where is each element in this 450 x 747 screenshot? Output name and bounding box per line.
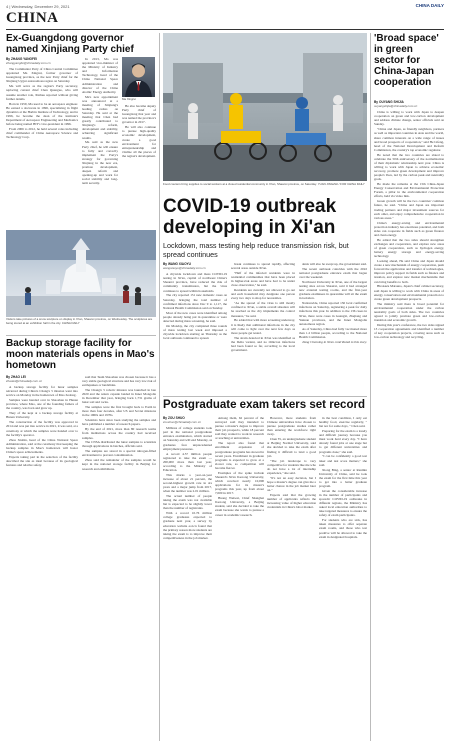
sidebar-headline: 'Broad space' in green sector for China-Japan cooperation — [374, 33, 439, 88]
covid-c2-p4: "As the spread of the virus is still mostly confined to Xi'an, a stable overall situation will be reached as the city implements the control measures," he said. — [231, 301, 295, 318]
exam-c1-p5: With a record 10.76 million college graduates expected to graduate next year, a survey by education website eol.cn found that the primary reason more students are taking the exam is to improve their competitiveness in the job market. — [163, 511, 212, 540]
snow-col2 — [82, 375, 156, 741]
snow-col1 — [6, 375, 78, 741]
covid-headline: COVID-19 outbreak developing in Xi'an — [163, 196, 337, 238]
exam-c4-p2: Preparing for the exam is a lonely and difficult journey because you must work hard every day. "I have already found jobs at one stage but to get different universities and programs done," she said. — [319, 429, 367, 454]
sidebar-p3: He noted that the two countries are slated to celebrate the 50th anniversary of the normalization of their diplomatic relationship next year. China is willing to work with Japan to achieve economic recovery, promote green development and improve people's lives, led by the carbon peak and neutrality goals. — [374, 152, 444, 182]
sidebar-p9: Hirokazu Matsuno, Japan's chief cabinet secretary, said Japan is willing to work with China in areas of energy conservation and environmental protection to create green development prospects. — [374, 284, 444, 301]
covid-c3-p2: The recent outbreak coincides with the 2022 national postgraduate entrance exam that began over the weekend. — [299, 266, 367, 280]
paper-name: CHINA DAILY — [415, 3, 444, 8]
exam-c3-p3: "The job landscape is very competitive for students like me who do not have a lot of internship experience," she said. — [267, 458, 316, 475]
snow-headline: Backup storage facility for moon materials opens in Mao's hometown — [6, 338, 155, 371]
sidebar-byline: By OUYANG SHIJIA — [374, 100, 404, 104]
couriers-photo — [163, 33, 367, 181]
covid-c2-p2: "Half of the infected residents were in residential communities that have been placed in higher-risk areas and have had to be under close observation," he said. — [231, 270, 295, 288]
snow2-p6: The CNSA distributed the lunar samples to scientists through applications in batches, officials said. — [82, 440, 156, 449]
exam-byline: By ZOU SHUO — [163, 416, 185, 420]
snow2-p5: By the end of 2021, more than 80 research teams from institutions across the country had received samples. — [82, 427, 156, 440]
exam-c3-p2: Chen Yi, an undergraduate student at Beijing Normal University, said she decided to take the exam after finding it difficult to land a good job. — [267, 437, 316, 458]
sidebar-p10: The ministry said there is broad potential for environmental cooperation under the carbon neutrality goals of both sides. The two countries agreed to jointly promote green and low-carbon transition and economic growth. — [374, 301, 444, 322]
exam-c3-p5: Experts said that the growing number of applicants reflects the increasing value of higher education credentials in China's labor market. — [267, 492, 316, 510]
liu-p9: He will also continue to pursue high-quality economic development, create a good environment for entrepreneurship and vitalize all the pieces of the region's development. — [122, 125, 156, 158]
snow-sculpture-photo — [6, 230, 156, 317]
covid-email: wangxiaoyu@chinadaily.com.cn — [163, 266, 206, 271]
exam-c4-p5: Given the considerable increase in the number of participants and sporadic COVID-19 outbreaks in different regions, the Ministry has asked local education authorities to take targeted measures to ensure the safety of exam participants. — [319, 488, 367, 518]
exam-col2 — [215, 416, 264, 741]
snow2-p3: The samples were the first brought back to Earth in more than four decades, after US and Soviet missions in the 1960s and 1970s. — [82, 405, 156, 418]
covid-c2-p6: The strain detected in Xi'an was identified as the Delta variant, and no Omicron infections had been found so far, according to the local government. — [231, 335, 295, 352]
liu-p5: In 2013, Ma was appointed vice-minister of the Ministry of Industry and Information Technology, head of the China National Space Administration and director of the China Atomic Energy Authority. — [82, 57, 118, 94]
snow-p5: Zhou Xiubin, head of the China National Space Administration, said at the ceremony that keeping the backup samples in Mao's hometown will honor China's space achievements. — [6, 437, 78, 454]
sidebar-p11: During this year's conference, the two sides signed 13 cooperation agreements and identified a number of key cooperation projects, covering areas such as low-carbon technology and recycling. — [374, 322, 444, 340]
liu-col3 — [122, 104, 156, 227]
liu-p3: Born in 1959, Ma used to be an aerospace engineer. He earned a doctorate in 1996, specializing in flight dynamics at the Harbin Institute of Technology, and in 1996, he became the dean of the institute's Department of Aerospace Engineering and Mechanics before being named HIT's vice-president in 1996. — [6, 101, 78, 126]
snow-email: zhaolei@chinadaily.com.cn — [6, 379, 43, 384]
snow-p2: Samples were handed over in Shaoshan in Hunan province, where Mao, one of the founding fathers of the country, was born and grew up. — [6, 398, 78, 411]
exam-c4-p4: Xiong Bing, a senior at Renmin University of China, said he took the exam for the first time this year to get into a better graduate program. — [319, 467, 367, 488]
sidebar-p4: He made the remarks at the 15th China-Japan Energy Conservation and Environmental Protection Forum, a pillar in the environmental cooperation efforts, held via video link. — [374, 182, 444, 199]
exam-c2-p4: Huang Weiwei, Chief Shanghai Jiaotong University, a Beijing student, said she decided to take the exam because she wants to pursue a career in academic research. — [215, 496, 264, 517]
exam-email: zoushuo@chinadaily.com.cn — [163, 420, 202, 425]
liu-p1: The Communist Party of China Central Committee appointed Ma Xingrui, former governor of Guangdong province, as the new Party chief for the Xinjiang Uygur autonomous region on Saturday. — [6, 67, 78, 84]
snow-p6: Experts taking part in the selection of the facility described the site as ideal because of its geological features and relative safety. — [6, 454, 78, 467]
sidebar-p5: Green growth will be the two countries' common future, he said. "China and Japan are important trading partners and major investment sources for each other, and enjoy comprehensive cooperation in various areas." — [374, 199, 444, 220]
exam-col4 — [319, 416, 367, 741]
covid-col2 — [231, 262, 295, 392]
snow2-p2: The Chang'e 5 robotic mission was launched in late 2020 and the return capsule landed in Inner Mongolia in December that year, bringing back 1,731 grams of lunar soil and rocks. — [82, 388, 156, 405]
liu-p4: From 2006 to 2012, he held several roles including chief commander of China Aerospace Science and Technology Corp. — [6, 126, 78, 140]
sidebar-col — [374, 100, 444, 741]
exam-headline: Postgraduate exam takers set record — [163, 399, 365, 411]
column-divider-right — [370, 33, 371, 741]
exam-c4-p1: in the best condition, I only eat healthy food, exercise regularly, " but not for some days, " Chen said. — [319, 416, 367, 429]
covid-c1-p3: Most of the new cases were identified among people already being put in quarantine or were detected during mass screening, he said. — [163, 310, 227, 323]
portrait-caption: Ma Xingrui — [122, 97, 136, 101]
left-divider — [6, 335, 156, 336]
liu-p6: Ma's new appointment was announced at a meeting of Xinjiang's leading cadres on Saturday. He said at the meeting that Chen had greatly contributed to Xinjiang's reform, development and stability, achieving significant results. — [82, 94, 118, 140]
sidebar-p6: China's energy-saving and environmental protection industry has enormous potential, and both sides can cooperate in fields such as green finance and clean energy. — [374, 220, 444, 237]
snow-p1: A backup storage facility for lunar samples retrieved during China's Chang'e 5 mission went into service on Monday in the hometown of Mao Zedong. — [6, 385, 78, 398]
exam-c1-p2: A record 4.57 million people registered to take the exam — 200,000 more than last year, according to the Ministry of Education. — [163, 451, 212, 472]
liu-headline: Ex-Guangdong governor named Xinjiang Party chief — [6, 33, 134, 55]
sidebar-email: ouyangshijia@chinadaily.com.cn — [374, 104, 418, 109]
covid-col3 — [299, 262, 367, 392]
section-title: CHINA — [6, 10, 59, 26]
exam-c3-p4: "It's not an easy decision, but I hope a master's degree can give me a better chance in the job market later on." — [267, 475, 316, 492]
covid-c1-p4: On Monday, the city completed three rounds of mass testing last week and imposed a citywide lockdown starting on Thursday as the local outbreak continued to spread. — [163, 323, 227, 340]
portrait-figure-icon — [122, 57, 155, 97]
exam-c2-p1: Among them, 62 percent of the surveyed said they intended to pursue a master's degree to improve their job prospects, while 18 percent said they wanted to work in research or teaching at universities. — [215, 416, 264, 441]
column-divider-left — [159, 33, 160, 741]
exam-c4-p6: For students who are sick, has taken measures to offer separate exam rooms, and those who test positive will be allowed to take the exam in designated hospitals. — [319, 518, 367, 539]
covid-byline: By WANG XIAOYU — [163, 262, 191, 266]
sidebar-p2: "China and Japan, as friendly neighbors, partners as well as important countries in Asia and the world, share common interests on a wide range of issues and broad prospects of cooperation," said He Lifeng, head of the National Development and Reform Commission, the country's top economic regulator. — [374, 127, 444, 152]
center-divider — [163, 396, 367, 397]
snow2-p4: Scientists have since been studying the samples and have published a number of research papers. — [82, 418, 156, 427]
exam-c1-p1: Millions of college students took part in the national postgraduate entrance examination, which started on Saturday and will end Monday, as graduates face unprecedented employment pressures. — [163, 426, 212, 451]
exam-c4-p3: "I can be confidently a good test taker and test score matters," she said. — [319, 454, 367, 467]
liu-col1 — [6, 57, 78, 227]
covid-c3-p3: Northwest University in Xi'an, one of the largest testing sites across Shaanxi, said it had arranged new external testing rooms, and the first-year graduate examinees in quarantine will sit the exam in isolation. — [299, 279, 367, 301]
liu-p6b: He also became deputy Party chief of Guangdong that year and was named the province's governor in 2017. — [122, 104, 156, 125]
liu-p2: Ma will serve as the region's Party secretary, replacing current chief Chen Quanguo, who will assume another role, Xinhua reported without giving further details. — [6, 84, 78, 101]
sidebar-p7: He added that the two sides should strengthen exchanges and cooperation, and explore new areas of green cooperation, such as hydrogen energy, battery energy storage and energy-saving technology. — [374, 237, 444, 259]
masthead — [6, 2, 444, 11]
section-rule — [6, 29, 444, 30]
covid-c3-p6: Jiang Chenxing in Xi'an contributed to this story. — [302, 339, 367, 344]
sidebar-p8: Looking ahead, He said China and Japan should create a new mechanism of energy cooperation, push forward the application and transfer of technologies, improve policy support in fields such as finance and taxation, and explore new market mechanisms that can bring benefits to both. — [374, 259, 444, 284]
ma-xingrui-portrait — [122, 57, 155, 97]
liu-byline: By ZHANG YANGFEI — [6, 57, 37, 61]
liu-p8: Ma said as the new Party chief, he will ensure to fully and correctly implement the Party's strategy for governing Xinjiang in the new era, promote development, deepen reform and opening-up and work for social stability and long-term security. — [82, 140, 118, 186]
snow-sculpture-scene — [6, 230, 156, 317]
snow2-p1: said that Team Shaoshan was chosen because it has a very stable geological structure and has very low risk of earthquakes or landslides. — [82, 375, 156, 388]
snow2-p7: The samples are stored in a special nitrogen-filled environment to prevent contamination. — [82, 449, 156, 458]
exam-c1-p3: This marks a year-on-year increase of about 21 percent, the second-highest growth rate in six years and a major jump from 2017, when the number was 2.01 million. — [163, 472, 212, 494]
couriers-scene — [163, 33, 367, 181]
sidebar-p1: China is willing to work with Japan to deepen cooperation on green and low-carbon development and address climate change, senior officials said on Sunday. — [374, 110, 444, 127]
covid-c3-p5: As of Saturday, China had fully vaccinated more than 1.2 billion people, according to the National Health Commission. — [299, 326, 367, 339]
exam-c2-p3: Examples of the spike include Shaanxi's Xi'an Jiaotong University, which received nearly 10,000 applications for its master's programs this year, up from about 7,000 in 2017. — [215, 470, 264, 496]
covid-c1-p2: The city reported 151 new domestic cases on Saturday, bringing the total number of confirmed infections since Dec 9 to 1,117, the National Health Commission said on Sunday. — [163, 293, 227, 310]
issue-info: 4 | Wednesday, December 29, 2021 — [6, 4, 70, 9]
snow-byline: By ZHAO LEI — [6, 375, 26, 379]
liu-col2 — [82, 57, 118, 227]
covid-c3-p1: dents will also be swept up, the government said. — [302, 262, 367, 266]
snow-p3: They of the kept at a backup storage facility at Hunan University. — [6, 411, 78, 420]
covid-c2-p3: Residents are currently not allowed to go out and each household may designate one person every two days to shop for necessities. — [231, 288, 295, 301]
exam-c1-p4: The actual number of people taking the exam was not available but is expected to be slightly lower than the number of registrants. — [163, 494, 212, 511]
covid-col1 — [163, 262, 227, 392]
covid-c2-p1: break continues to spread rapidly, affecting several areas outside Xi'an. — [231, 262, 295, 271]
covid-c3-p4: Nationwide, China reported 136 local confirmed infections on Saturday, registering a peak for daily infections this year. In addition to the 136 cases in Xi'an, there were cases in Guangxi, Zhejiang and Yunnan provinces, and the Inner Mongolia autonomous region. — [299, 301, 367, 326]
snow-photo-caption: Visitors take pictures of a snow sculpture on display in Xi'an, Shaanxi province, on Wednesday. The sculptures are being stored at an exhibition hall in the city. CHINA DAILY — [6, 317, 153, 325]
snow2-p8: Zhou said the remainder of the samples would be kept in the national storage facility in Beijing for research and exhibitions. — [82, 458, 156, 471]
covid-deck: Lockdown, mass testing help reduce transmission risk, but spread continues — [163, 241, 349, 259]
covid-c2-p5: He added that with more screening underway, it is likely that additional infections in the city will come to light over the next few days as more people get tested. — [231, 318, 295, 335]
exam-c3-p1: However, more students from Chinese universities have chosen to pursue postgraduate studies rather than entering the workforce right away. — [267, 416, 316, 437]
covid-c1-p1: A citywide lockdown and mass COVID-19 testing in Xi'an, capital of northwest China's Shaanxi province, have reduced the risk of community transmission, but the virus continues to spread within households. — [163, 272, 227, 293]
exam-col1 — [163, 416, 212, 741]
exam-col3 — [267, 416, 316, 741]
snow-p4: The construction of the facility was approved in 2014 and was put into service in 2021, it was said, at a ceremony at which the samples were handed over to the facility's operator. — [6, 420, 78, 437]
couriers-photo-caption: Food couriers bring supplies to social workers at a closed residential community in Xi'an, Shaanxi province, on Saturday. YUAN JINGZHI / FOR CHINA DAILY — [163, 182, 365, 186]
exam-c2-p2: The report also found that enrollment expansion of postgraduate programs has slowed in recent years. Enrollment in graduate programs is expected to grow at a slower rate, so competition will become fiercer. — [215, 441, 264, 470]
liu-email: zhangyangfei@chinadaily.com.cn — [6, 61, 51, 66]
